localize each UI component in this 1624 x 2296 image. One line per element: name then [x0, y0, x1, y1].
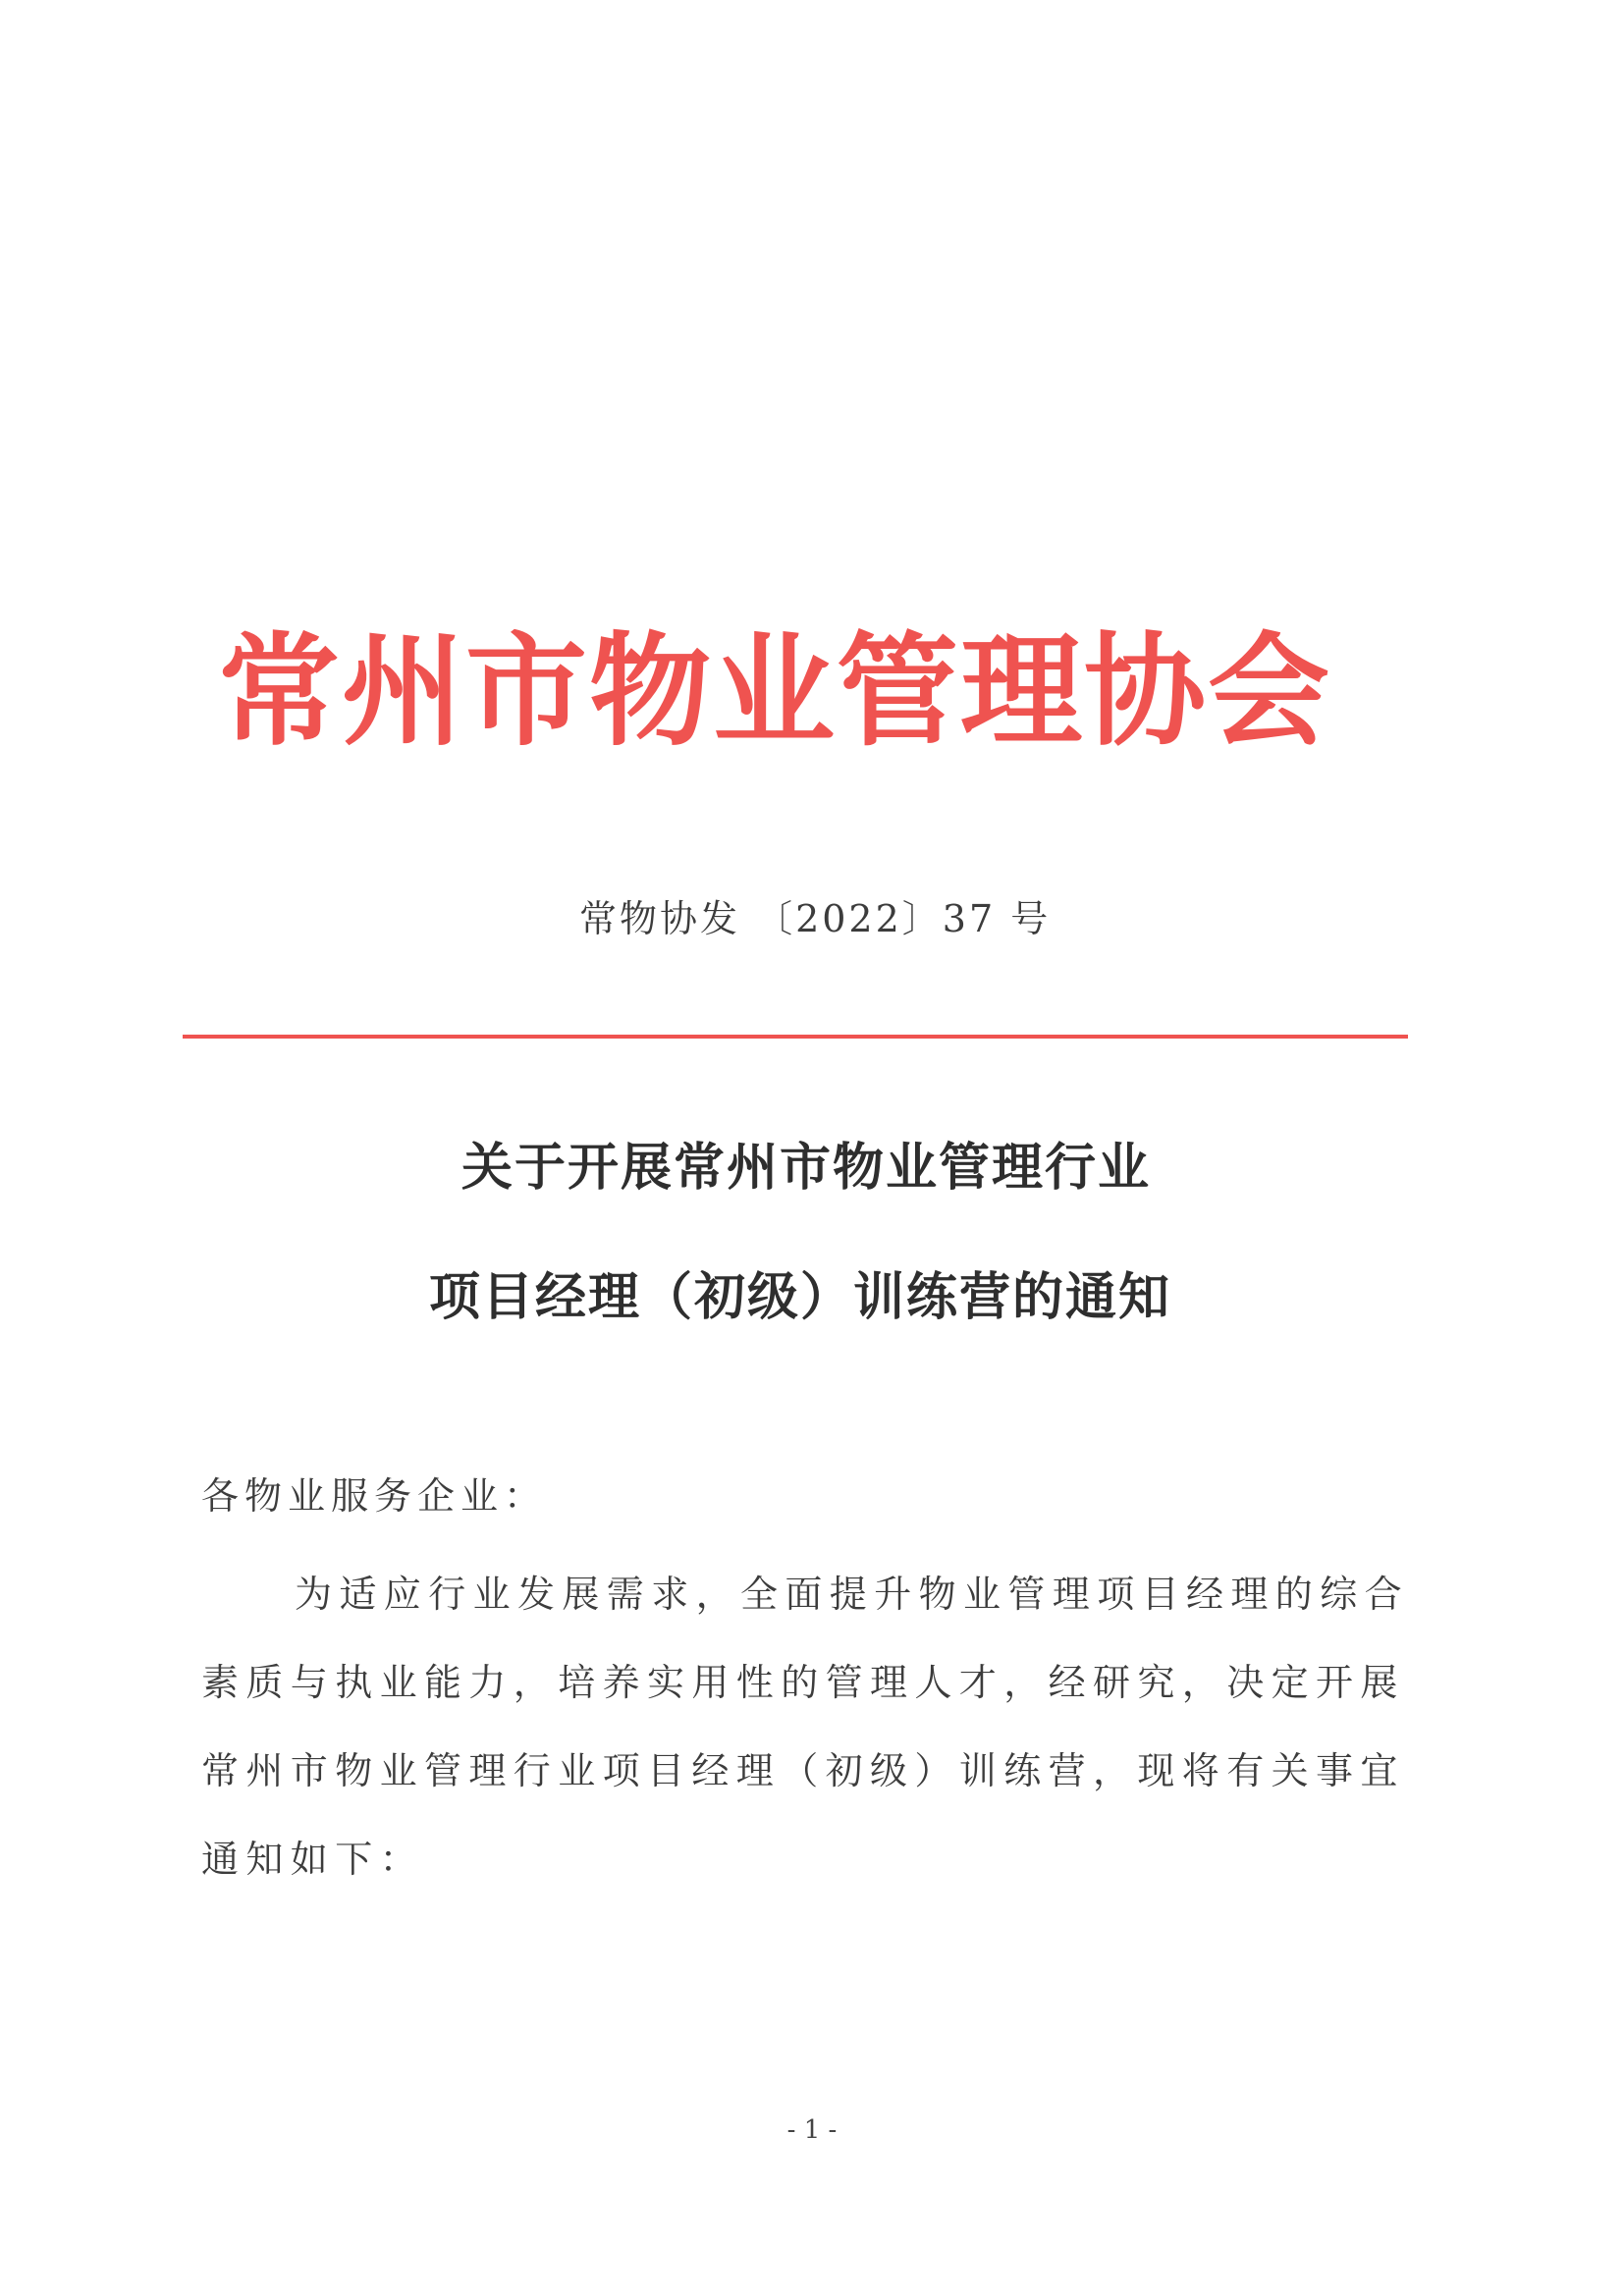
body-paragraph-line: 通知如下： [201, 1838, 425, 1881]
red-divider-line [183, 1035, 1408, 1039]
organization-header: 常州市物业管理协会 [218, 620, 1332, 763]
document-number: 常物协发 〔2022〕37 号 [579, 897, 1052, 940]
body-paragraph-line: 素质与执业能力，培养实用性的管理人才，经研究，决定开展 [201, 1661, 1405, 1704]
notice-title-line-1: 关于开展常州市物业管理行业 [460, 1139, 1151, 1198]
body-paragraph-line: 常州市物业管理行业项目经理（初级）训练营，现将有关事宜 [201, 1749, 1405, 1792]
notice-title-line-2: 项目经理（初级）训练营的通知 [428, 1268, 1171, 1327]
page-number: - 1 - [786, 2115, 838, 2145]
salutation: 各物业服务企业： [201, 1474, 548, 1518]
body-paragraph-line: 为适应行业发展需求，全面提升物业管理项目经理的综合 [295, 1573, 1410, 1616]
